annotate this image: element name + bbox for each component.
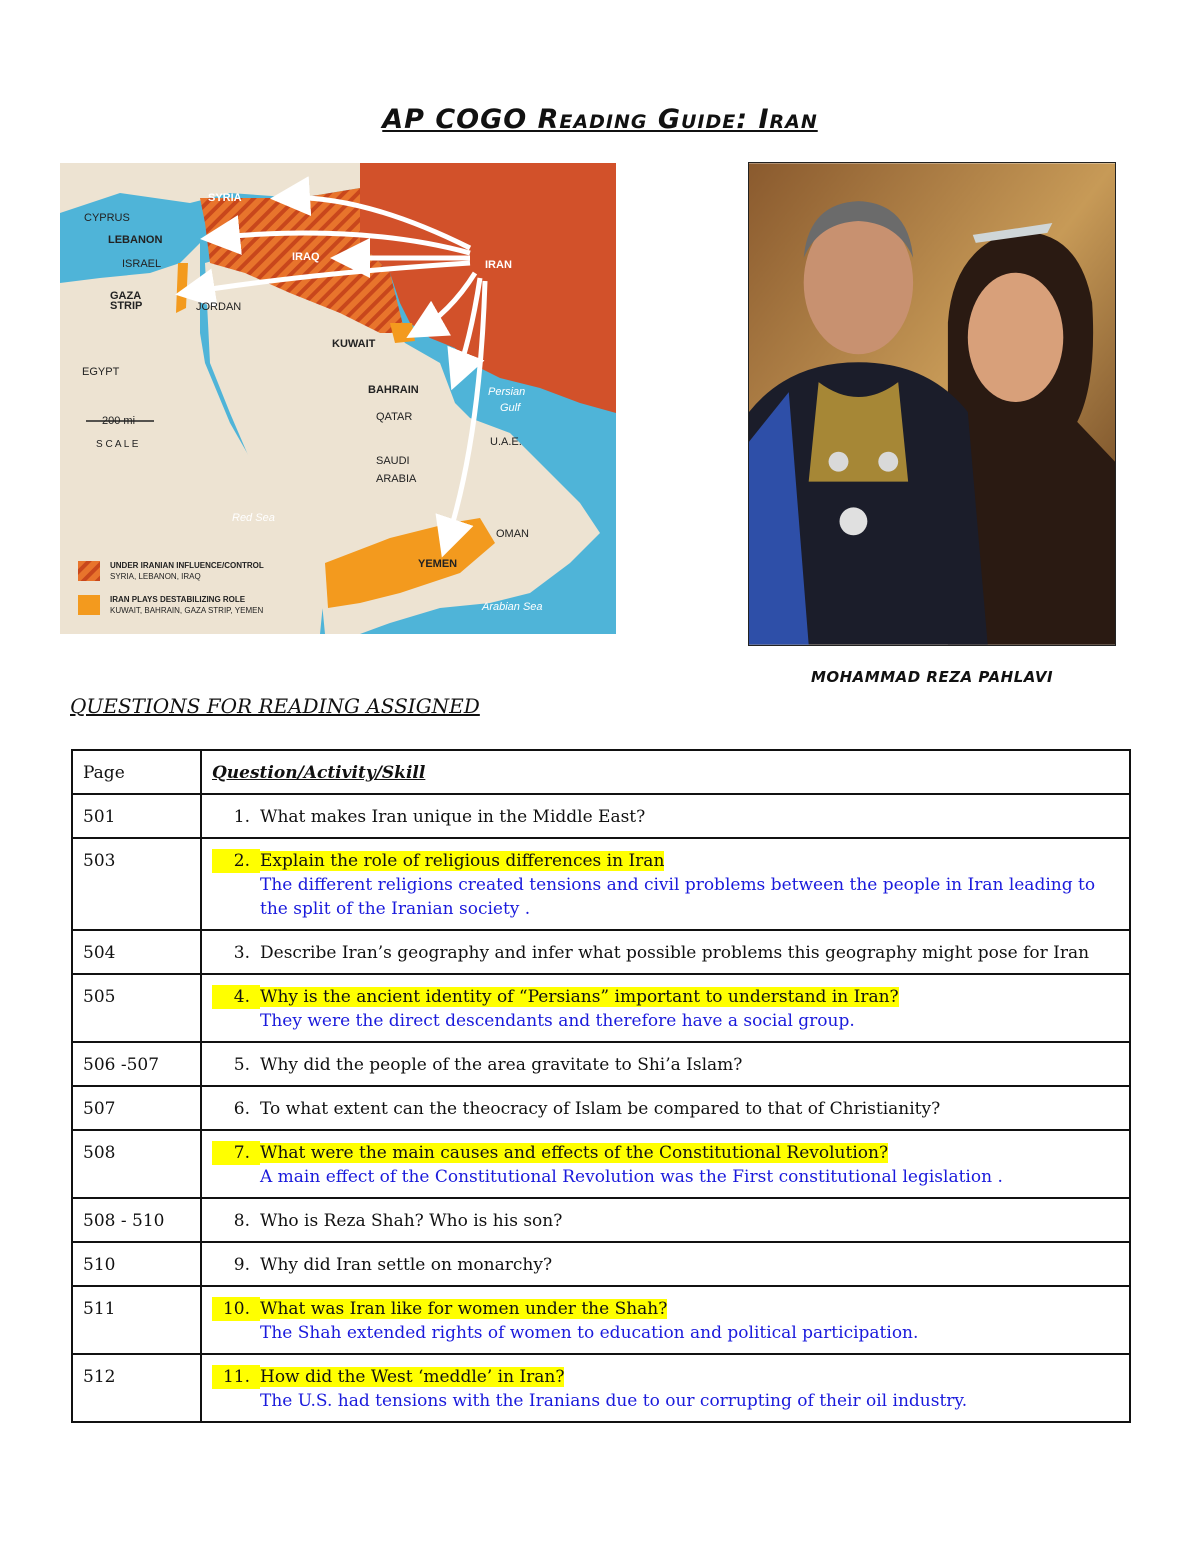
table-row [72, 1354, 1130, 1422]
photo-caption: MOHAMMAD REZA PAHLAVI [810, 668, 1054, 686]
label-oman: OMAN [496, 528, 529, 540]
question-text: Why did Iran settle on monarchy? [260, 1255, 553, 1275]
question-text-wrap [260, 1141, 1119, 1165]
answer-text: They were the direct descendants and therefore have a social group. [260, 1011, 855, 1031]
page-cell: 508 [72, 1130, 201, 1198]
question-text-wrap [260, 849, 1119, 873]
header-page: Page [72, 750, 201, 794]
table-row [72, 930, 1130, 974]
question-line [212, 985, 1119, 1009]
question-text-wrap [260, 985, 1119, 1009]
question-text-wrap [260, 1209, 1119, 1233]
page-cell: 501 [72, 794, 201, 838]
scale-value: 200 mi [102, 415, 136, 427]
page-cell: 505 [72, 974, 201, 1042]
answer-text: The U.S. had tensions with the Iranians due to our corrupting of their oil industry. [260, 1391, 968, 1411]
question-text: What were the main causes and effects of the Constitutional Revolution? [260, 1143, 889, 1163]
label-jordan: JORDAN [196, 301, 242, 313]
question-cell [201, 1130, 1130, 1198]
portrait-photo [748, 162, 1116, 646]
label-red-sea: Red Sea [232, 512, 275, 524]
question-text-wrap [260, 1097, 1119, 1121]
table-row [72, 1286, 1130, 1354]
page-cell: 510 [72, 1242, 201, 1286]
questions-heading: QUESTIONS FOR READING ASSIGNED [70, 694, 480, 718]
question-text-wrap [260, 1297, 1119, 1321]
label-egypt: EGYPT [82, 366, 120, 378]
question-text: What was Iran like for women under the Shah? [260, 1299, 668, 1319]
label-qatar: QATAR [376, 411, 413, 423]
question-cell [201, 1198, 1130, 1242]
question-number: 7. [212, 1141, 260, 1165]
table-row [72, 838, 1130, 930]
page-cell: 512 [72, 1354, 201, 1422]
label-arabia: ARABIA [376, 473, 417, 485]
question-cell [201, 1086, 1130, 1130]
page-cell: 507 [72, 1086, 201, 1130]
question-line [212, 1053, 1119, 1077]
table-row [72, 1242, 1130, 1286]
label-strip: STRIP [110, 300, 143, 312]
label-persian: Persian [488, 386, 526, 398]
questions-table [71, 749, 1131, 1423]
question-text: Who is Reza Shah? Who is his son? [260, 1211, 563, 1231]
page-cell: 503 [72, 838, 201, 930]
question-line [212, 1141, 1119, 1165]
table-row [72, 974, 1130, 1042]
label-yemen: YEMEN [418, 558, 458, 570]
question-text: To what extent can the theocracy of Islam be compared to that of Christianity? [260, 1099, 941, 1119]
question-cell [201, 1242, 1130, 1286]
scale-word: S C A L E [96, 439, 139, 450]
question-text: What makes Iran unique in the Middle East? [260, 807, 646, 827]
question-cell [201, 1354, 1130, 1422]
label-uae: U.A.E. [490, 436, 522, 448]
question-number: 9. [233, 1255, 250, 1275]
answer-text: The Shah extended rights of women to education and political participation. [260, 1323, 919, 1343]
question-cell [201, 1286, 1130, 1354]
woman-face [968, 273, 1063, 402]
answer-text: A main effect of the Constitutional Revolution was the First constitutional legislation . [260, 1167, 1003, 1187]
question-text-wrap [260, 805, 1119, 829]
label-iraq: IRAQ [292, 251, 320, 263]
legend-sub-influence: SYRIA, LEBANON, IRAQ [110, 572, 201, 581]
question-number: 11. [212, 1365, 260, 1389]
table-row [72, 1086, 1130, 1130]
question-number: 8. [233, 1211, 250, 1231]
question-number: 3. [233, 943, 250, 963]
question-cell [201, 1042, 1130, 1086]
middle-east-map [60, 163, 616, 634]
table-row [72, 794, 1130, 838]
question-cell [201, 930, 1130, 974]
question-line [212, 1365, 1119, 1389]
table-row [72, 1198, 1130, 1242]
table-header-row [72, 750, 1130, 794]
page-cell: 506 -507 [72, 1042, 201, 1086]
question-cell [201, 838, 1130, 930]
question-line [212, 941, 1119, 965]
question-number: 4. [212, 985, 260, 1009]
question-cell [201, 794, 1130, 838]
table-row [72, 1130, 1130, 1198]
question-text-wrap [260, 1365, 1119, 1389]
label-arabian-sea: Arabian Sea [482, 601, 543, 613]
question-line [212, 805, 1119, 829]
label-syria: SYRIA [208, 192, 242, 204]
label-bahrain: BAHRAIN [368, 384, 419, 396]
question-text: Why is the ancient identity of “Persians” important to understand in Iran? [260, 987, 899, 1007]
question-line [212, 1097, 1119, 1121]
question-number: 5. [233, 1055, 250, 1075]
question-cell [201, 974, 1130, 1042]
legend-sub-destabilize: KUWAIT, BAHRAIN, GAZA STRIP, YEMEN [110, 606, 264, 615]
question-text-wrap [260, 1253, 1119, 1277]
label-cyprus: CYPRUS [84, 212, 130, 224]
legend-title-influence: UNDER IRANIAN INFLUENCE/CONTROL [110, 561, 264, 570]
question-text: How did the West ‘meddle’ in Iran? [260, 1367, 565, 1387]
page-title: AP COGO Reading Guide: Iran [382, 104, 818, 135]
question-text: Describe Iran’s geography and infer what possible problems this geography might pose for Iran [260, 943, 1090, 963]
question-text: Why did the people of the area gravitate to Shi’a Islam? [260, 1055, 743, 1075]
question-line [212, 1209, 1119, 1233]
label-lebanon: LEBANON [108, 234, 163, 246]
question-number: 10. [212, 1297, 260, 1321]
label-kuwait: KUWAIT [332, 338, 376, 350]
label-saudi: SAUDI [376, 455, 410, 467]
page-cell: 508 - 510 [72, 1198, 201, 1242]
legend-swatch-influence [78, 561, 100, 581]
question-number: 1. [233, 807, 250, 827]
question-line [212, 849, 1119, 873]
header-question: Question/Activity/Skill [201, 750, 1130, 794]
page-cell: 511 [72, 1286, 201, 1354]
question-number: 6. [233, 1099, 250, 1119]
label-israel: ISRAEL [122, 258, 162, 270]
legend-title-destabilize: IRAN PLAYS DESTABILIZING ROLE [110, 595, 246, 604]
legend-swatch-destabilize [78, 595, 100, 615]
label-gulf: Gulf [500, 402, 521, 414]
question-line [212, 1297, 1119, 1321]
table-row [72, 1042, 1130, 1086]
page-cell: 504 [72, 930, 201, 974]
question-text-wrap [260, 941, 1119, 965]
question-text-wrap [260, 1053, 1119, 1077]
answer-text: The different religions created tensions and civil problems between the people in Iran leading to the split of the Iranian society . [260, 875, 1096, 919]
label-gaza: GAZA [110, 290, 142, 302]
question-text: Explain the role of religious differences in Iran [260, 851, 665, 871]
question-line [212, 1253, 1119, 1277]
question-number: 2. [212, 849, 260, 873]
label-iran: IRAN [485, 259, 512, 271]
